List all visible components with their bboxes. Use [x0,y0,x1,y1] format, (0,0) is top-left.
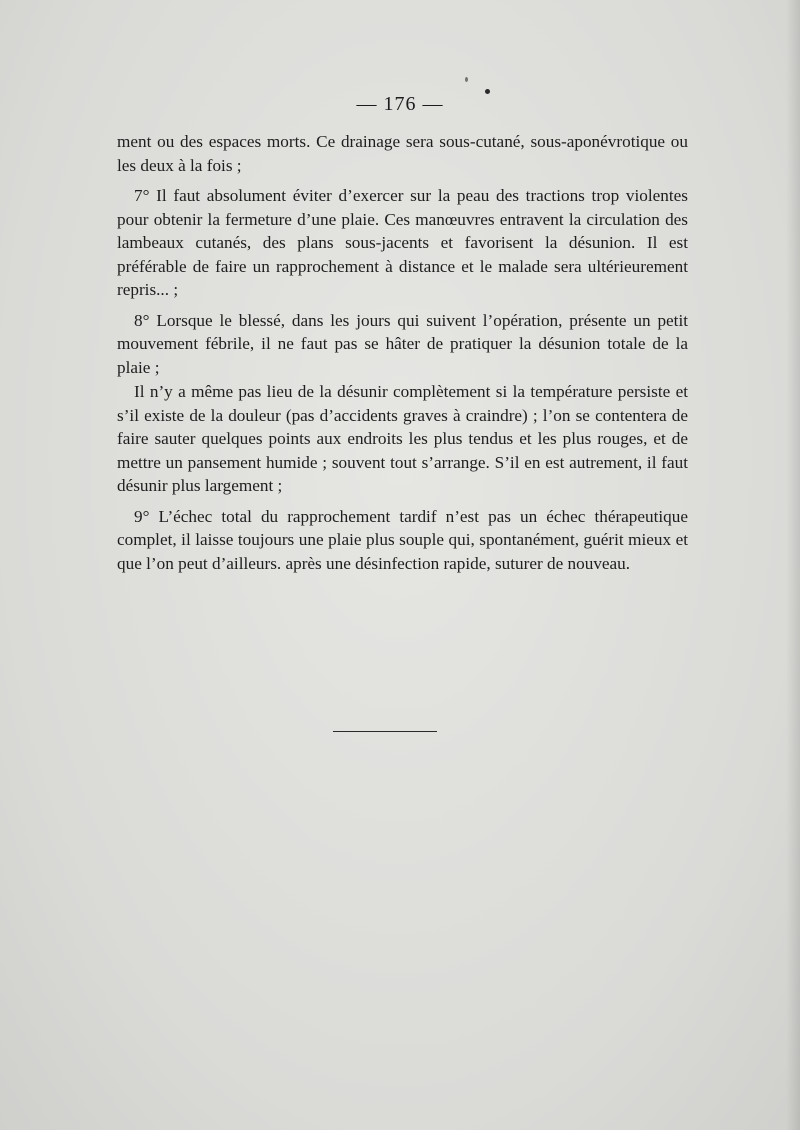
paragraph-continuation: ment ou des espaces morts. Ce drainage sera sous-cutané, sous-aponévrotique ou les deux à la fois ; [117,132,688,175]
ink-speck [465,77,468,82]
page-edge-shadow [786,0,800,1130]
paragraph-item-8: 8° Lorsque le blessé, dans les jours qui suivent l’opération, présente un petit mouvement fébrile, il ne faut pas se hâter de pratiquer la désunion totale de la plaie ; [117,310,688,377]
paragraph-desunion: Il n’y a même pas lieu de la désunir complètement si la température persiste et s’il existe de la douleur (pas d’accidents graves à craindre) ; l’on se contentera de faire sauter quelques points aux endroits les plus tendus et les plus rouges, et de mettre un pansement humide ; souvent tout s’arrange. S’il en est autrement, il faut désunir plus largement ; [117,382,688,495]
paragraph-item-7: 7° Il faut absolument éviter d’exercer sur la peau des tractions trop violentes pour obtenir la fermeture d’une plaie. Ces manœuvres entravent la circulation des lambeaux cutanés, des plans sous-jacents et favorisent la désunion. Il est préférable de faire un rapprochement à distance et le malade sera ultérieurement repris... ; [117,186,688,299]
section-end-rule [333,731,437,732]
body-text [117,130,688,575]
paragraph-item-9: 9° L’échec total du rapprochement tardif n’est pas un échec thérapeutique complet, il laisse toujours une plaie plus souple qui, spontanément, guérit mieux et que l’on peut d’ailleurs. après une désinfection rapide, suturer de nouveau. [117,506,688,573]
page-number: — 176 — [356,93,444,115]
